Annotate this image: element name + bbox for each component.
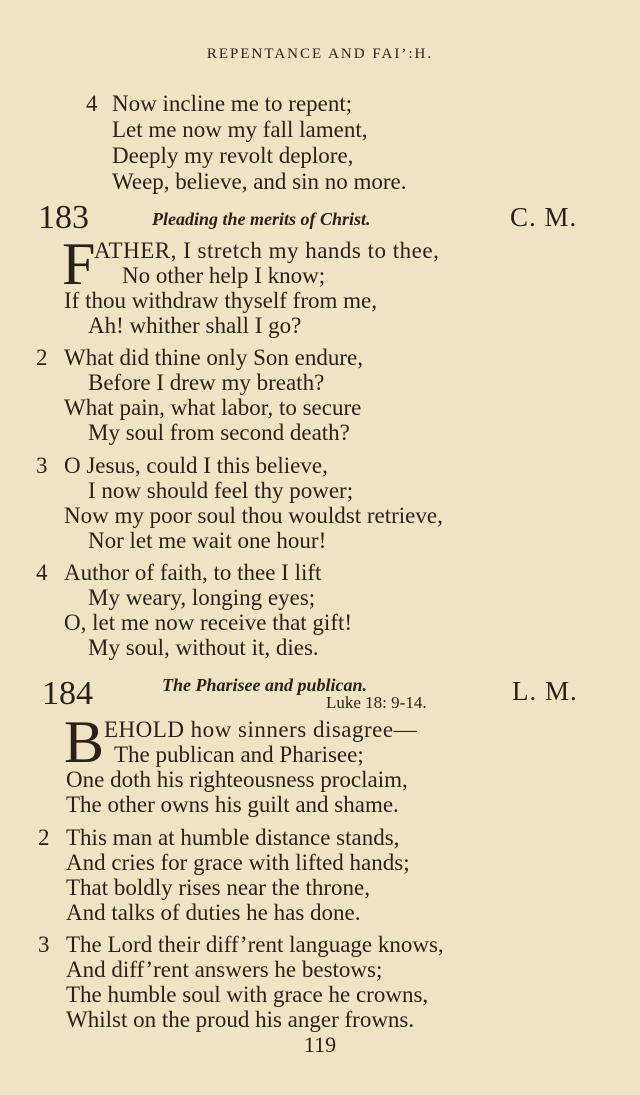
hymn-meter: L. M. — [512, 676, 578, 706]
verse-line: Weep, believe, and sin no more. — [112, 169, 407, 194]
verse-line: Ah! whither shall I go? — [88, 313, 302, 338]
verse-line: And cries for grace with lifted hands; — [66, 850, 410, 875]
stanza-number: 4 — [86, 91, 98, 116]
page-number: 119 — [303, 1032, 337, 1057]
verse-line: Let me now my fall lament, — [112, 117, 368, 142]
verse-line: And diff’rent answers he bestows; — [66, 957, 383, 982]
hymn-number: 184 — [42, 675, 93, 712]
hymn-title: Pleading the merits of Christ. — [152, 209, 371, 229]
stanza-number: 3 — [36, 453, 48, 478]
verse-line: Whilst on the proud his anger frowns. — [66, 1007, 415, 1032]
stanza-number: 2 — [36, 345, 48, 370]
verse-line: That boldly rises near the throne, — [66, 875, 371, 900]
verse-line: The humble soul with grace he crowns, — [66, 982, 429, 1007]
hymn-title: The Pharisee and publican. — [162, 675, 368, 695]
running-header: REPENTANCE AND FAI’:H. — [206, 46, 434, 62]
scripture-reference: Luke 18: 9-14. — [326, 693, 427, 712]
stanza-number: 4 — [36, 560, 48, 585]
verse-line: The other owns his guilt and shame. — [66, 792, 399, 817]
verse-line: My soul from second death? — [88, 420, 350, 445]
verse-line: O Jesus, could I this believe, — [64, 453, 328, 478]
verse-line: O, let me now receive that gift! — [64, 610, 353, 635]
verse-line: No other help I know; — [122, 263, 326, 288]
verse-line: This man at humble distance stands, — [66, 825, 400, 850]
verse-line: The publican and Pharisee; — [114, 742, 364, 767]
drop-capital: F — [62, 231, 96, 297]
verse-line: What did thine only Son endure, — [64, 345, 363, 370]
verse-line: One doth his righteousness proclaim, — [66, 767, 408, 792]
verse-line: The Lord their diff’rent language knows, — [66, 932, 444, 957]
verse-line: And talks of duties he has done. — [66, 900, 361, 925]
stanza-number: 3 — [38, 932, 50, 957]
verse-line: Deeply my revolt deplore, — [112, 143, 354, 168]
verse-line: My weary, longing eyes; — [88, 585, 316, 610]
verse-line: My soul, without it, dies. — [88, 635, 319, 660]
verse-line: What pain, what labor, to secure — [64, 395, 362, 420]
verse-line: Author of faith, to thee I lift — [64, 560, 322, 585]
verse-line: Now my poor soul thou wouldst retrieve, — [64, 503, 443, 528]
hymn-meter: C. M. — [510, 202, 578, 232]
verse-line: Now incline me to repent; — [112, 91, 353, 116]
drop-capital: B — [64, 709, 105, 775]
hymn-number: 183 — [38, 199, 89, 236]
verse-line: I now should feel thy power; — [88, 478, 354, 503]
stanza-number: 2 — [38, 825, 50, 850]
verse-line: If thou withdraw thyself from me, — [64, 288, 377, 313]
verse-line: ATHER, I stretch my hands to thee, — [94, 238, 440, 263]
verse-line: Nor let me wait one hour! — [88, 528, 327, 553]
verse-line: EHOLD how sinners disagree— — [104, 717, 418, 742]
verse-line: Before I drew my breath? — [88, 370, 325, 395]
